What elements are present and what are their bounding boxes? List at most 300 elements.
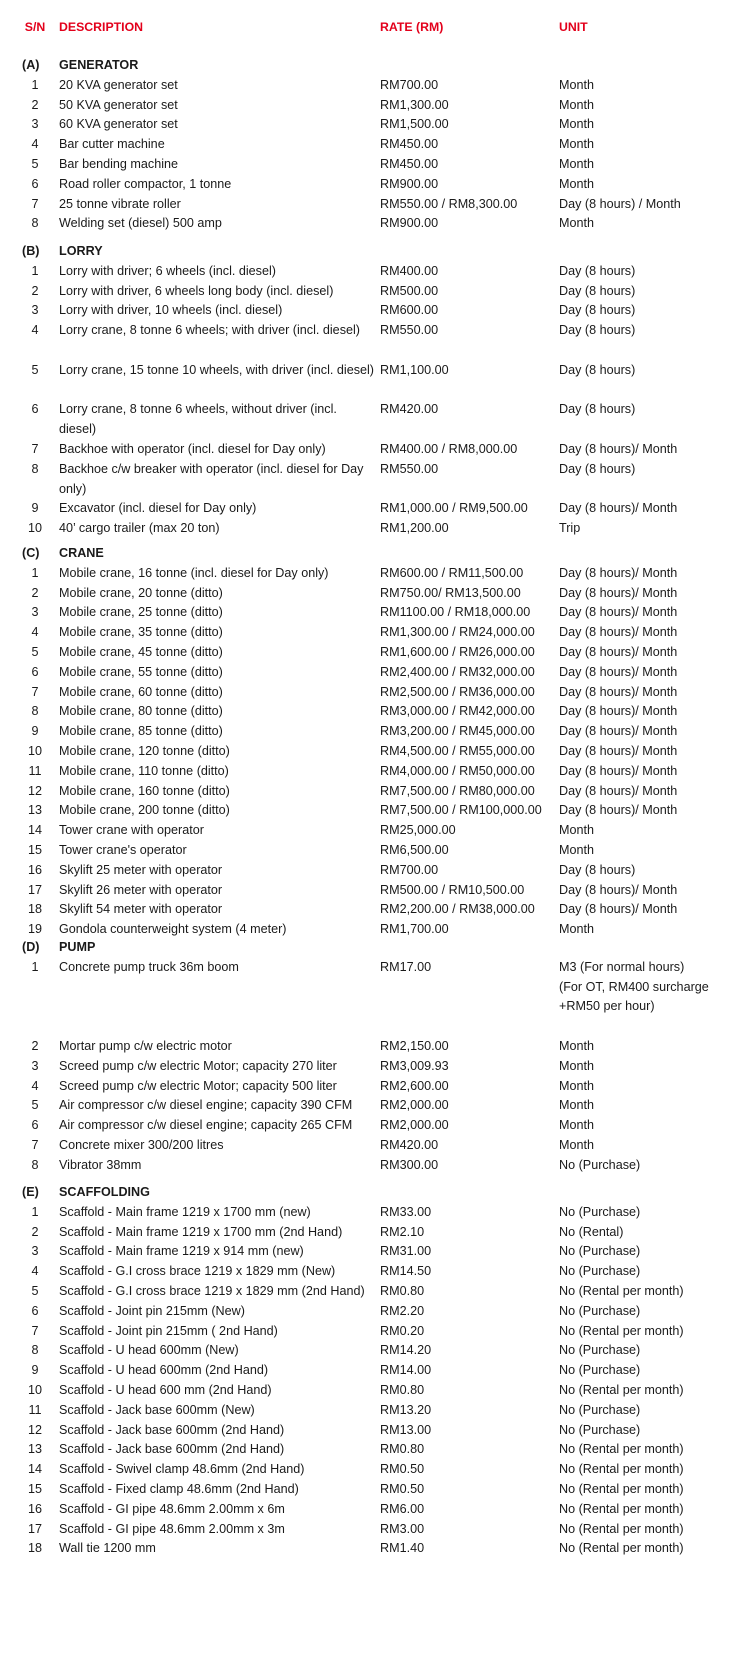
item-unit: No (Rental) <box>559 1224 624 1239</box>
item-unit: Day (8 hours) <box>559 323 636 338</box>
section-heading <box>0 544 751 564</box>
item-description: 20 KVA generator set <box>59 77 178 92</box>
table-row <box>0 702 751 722</box>
table-row <box>0 175 751 195</box>
item-number: 8 <box>31 461 39 476</box>
item-rate: RM550.00 / RM8,300.00 <box>380 196 518 211</box>
table-row <box>0 1037 751 1057</box>
item-rate: RM2.20 <box>380 1303 425 1318</box>
table-row <box>0 861 751 881</box>
header-sn: S/N <box>24 20 46 34</box>
item-rate: RM900.00 <box>380 176 439 191</box>
item-number: 10 <box>27 1383 42 1397</box>
item-number: 6 <box>31 1118 39 1133</box>
table-row <box>0 214 751 234</box>
item-unit: No (Rental per month) <box>559 1501 684 1516</box>
item-rate: RM31.00 <box>380 1244 432 1259</box>
item-unit: No (Rental per month) <box>559 1541 684 1556</box>
item-description: Scaffold - Jack base 600mm (2nd Hand) <box>59 1442 285 1457</box>
section-heading <box>0 938 751 958</box>
item-description: 60 KVA generator set <box>59 117 178 132</box>
item-rate: RM2,200.00 / RM38,000.00 <box>380 902 535 917</box>
item-unit: Day (8 hours)/ Month <box>559 744 678 758</box>
item-description: Lorry crane, 8 tonne 6 wheels, without driver (incl. diesel) <box>59 402 337 437</box>
item-number: 1 <box>31 1204 39 1219</box>
item-number: 7 <box>31 684 39 699</box>
item-number: 13 <box>27 803 42 818</box>
item-number: 18 <box>27 1541 42 1556</box>
section-heading <box>0 1183 751 1203</box>
item-unit: Month <box>559 922 595 937</box>
table-row <box>0 1116 751 1136</box>
item-number: 1 <box>31 263 39 278</box>
header-rate: RATE (RM) <box>380 20 444 34</box>
item-unit: Month <box>559 157 595 171</box>
item-rate: RM0.20 <box>380 1323 425 1338</box>
item-description: Bar bending machine <box>59 157 179 171</box>
item-unit: No (Rental per month) <box>559 1482 684 1496</box>
item-unit: Day (8 hours)/ Month <box>559 704 678 719</box>
item-description: Tower crane with operator <box>59 823 204 838</box>
table-row <box>0 920 751 940</box>
item-unit: Day (8 hours)/ Month <box>559 565 678 580</box>
item-number: 4 <box>31 1264 39 1279</box>
table-row <box>0 282 751 302</box>
item-number: 3 <box>31 117 39 132</box>
item-number: 2 <box>31 1224 39 1239</box>
item-rate: RM1,700.00 <box>380 922 449 937</box>
section-title: SCAFFOLDING <box>59 1185 150 1199</box>
item-number: 6 <box>31 402 39 417</box>
table-row <box>0 663 751 683</box>
item-unit: Day (8 hours) <box>559 283 636 298</box>
item-description: Wall tie 1200 mm <box>59 1541 156 1556</box>
table-row <box>0 1203 751 1223</box>
table-row <box>0 841 751 861</box>
item-unit: Month <box>559 137 595 152</box>
table-row <box>0 958 751 1037</box>
table-row <box>0 564 751 584</box>
item-rate: RM6.00 <box>380 1501 425 1516</box>
item-unit: Day (8 hours)/ Month <box>559 803 678 818</box>
item-description: Lorry with driver; 6 wheels (incl. diesel) <box>59 263 276 278</box>
item-description: Scaffold - Main frame 1219 x 914 mm (new) <box>59 1244 304 1259</box>
item-unit: Day (8 hours)/ Month <box>559 882 678 897</box>
item-rate: RM1,000.00 / RM9,500.00 <box>380 501 528 516</box>
item-number: 4 <box>31 1078 39 1093</box>
item-unit: No (Purchase) <box>559 1303 641 1318</box>
item-rate: RM14.20 <box>380 1343 432 1358</box>
table-row <box>0 762 751 782</box>
item-number: 4 <box>31 625 39 640</box>
item-rate: RM4,000.00 / RM50,000.00 <box>380 763 535 778</box>
item-unit: No (Purchase) <box>559 1402 641 1417</box>
item-unit: M3 (For normal hours) (For OT, RM400 surcharge +RM50 per hour) <box>559 959 709 1014</box>
item-rate: RM25,000.00 <box>380 823 456 838</box>
item-description: Backhoe c/w breaker with operator (incl. diesel for Day only) <box>59 461 364 496</box>
item-description: Lorry crane, 8 tonne 6 wheels; with driver (incl. diesel) <box>59 323 360 338</box>
item-number: 19 <box>27 922 42 937</box>
item-unit: No (Purchase) <box>559 1422 641 1437</box>
item-description: Scaffold - Main frame 1219 x 1700 mm (new) <box>59 1204 311 1219</box>
item-number: 4 <box>31 323 39 338</box>
item-number: 14 <box>27 823 42 838</box>
item-rate: RM2,150.00 <box>380 1039 449 1053</box>
item-unit: No (Purchase) <box>559 1343 641 1358</box>
item-rate: RM3,009.93 <box>380 1058 449 1073</box>
item-number: 5 <box>31 645 39 659</box>
item-description: Air compressor c/w diesel engine; capacity 390 CFM <box>59 1098 353 1113</box>
item-description: Scaffold - G.I cross brace 1219 x 1829 mm (2nd Hand) <box>59 1284 365 1298</box>
item-number: 6 <box>31 664 39 679</box>
item-rate: RM2.10 <box>380 1224 425 1239</box>
item-description: Scaffold - U head 600mm (New) <box>59 1343 239 1358</box>
item-number: 10 <box>27 744 42 758</box>
item-unit: No (Purchase) <box>559 1264 641 1279</box>
item-unit: Month <box>559 117 595 132</box>
table-row <box>0 900 751 920</box>
item-description: Concrete pump truck 36m boom <box>59 959 239 974</box>
item-rate: RM2,600.00 <box>380 1078 449 1093</box>
item-unit: Month <box>559 77 595 92</box>
section-code: (B) <box>22 244 40 258</box>
item-unit: Day (8 hours) / Month <box>559 196 681 211</box>
table-row <box>0 321 751 361</box>
item-rate: RM550.00 <box>380 461 439 476</box>
item-rate: RM700.00 <box>380 862 439 877</box>
table-row <box>0 361 751 401</box>
item-unit: Day (8 hours) <box>559 461 636 476</box>
table-row <box>0 1262 751 1282</box>
item-unit: No (Rental per month) <box>559 1284 684 1298</box>
table-row <box>0 1381 751 1401</box>
item-rate: RM14.50 <box>380 1264 432 1279</box>
item-number: 9 <box>31 1363 39 1378</box>
item-unit: Month <box>559 176 595 191</box>
table-row <box>0 1096 751 1116</box>
table-row <box>0 1057 751 1077</box>
item-unit: Month <box>559 1098 595 1113</box>
item-description: 40’ cargo trailer (max 20 ton) <box>59 521 220 536</box>
table-row <box>0 801 751 821</box>
item-number: 3 <box>31 605 39 620</box>
item-number: 8 <box>31 216 39 231</box>
item-description: Lorry crane, 15 tonne 10 wheels, with driver (incl. diesel) <box>59 362 374 377</box>
item-number: 12 <box>27 1422 42 1437</box>
item-number: 2 <box>31 97 39 112</box>
item-description: Screed pump c/w electric Motor; capacity 270 liter <box>59 1058 337 1073</box>
item-rate: RM450.00 <box>380 137 439 152</box>
table-row <box>0 683 751 703</box>
item-unit: No (Rental per month) <box>559 1442 684 1457</box>
item-unit: No (Rental per month) <box>559 1462 684 1477</box>
item-rate: RM2,500.00 / RM36,000.00 <box>380 684 535 699</box>
item-description: Scaffold - Jack base 600mm (2nd Hand) <box>59 1422 285 1437</box>
item-rate: RM0.50 <box>380 1462 425 1477</box>
table-row <box>0 1421 751 1441</box>
table-row <box>0 76 751 96</box>
item-description: 25 tonne vibrate roller <box>59 196 181 211</box>
item-number: 8 <box>31 704 39 719</box>
item-number: 16 <box>27 862 42 877</box>
item-description: Scaffold - Swivel clamp 48.6mm (2nd Hand) <box>59 1462 305 1477</box>
item-number: 9 <box>31 501 39 516</box>
item-rate: RM13.20 <box>380 1402 432 1417</box>
item-number: 2 <box>31 1039 39 1053</box>
header-description: DESCRIPTION <box>59 20 144 34</box>
table-row <box>0 603 751 623</box>
item-rate: RM13.00 <box>380 1422 432 1437</box>
table-row <box>0 1136 751 1156</box>
table-row <box>0 1282 751 1302</box>
item-description: Scaffold - Joint pin 215mm ( 2nd Hand) <box>59 1323 278 1338</box>
item-description: Mortar pump c/w electric motor <box>59 1039 232 1053</box>
item-description: Mobile crane, 35 tonne (ditto) <box>59 625 223 640</box>
item-description: Scaffold - Jack base 600mm (New) <box>59 1402 255 1417</box>
item-rate: RM500.00 / RM10,500.00 <box>380 882 525 897</box>
item-unit: Day (8 hours)/ Month <box>559 585 678 600</box>
item-rate: RM1.40 <box>380 1541 425 1556</box>
item-description: Mobile crane, 20 tonne (ditto) <box>59 585 223 600</box>
item-unit: No (Purchase) <box>559 1363 641 1378</box>
item-rate: RM7,500.00 / RM80,000.00 <box>380 783 535 798</box>
table-row <box>0 1440 751 1460</box>
table-row <box>0 519 751 539</box>
item-rate: RM750.00/ RM13,500.00 <box>380 585 521 600</box>
item-description: Bar cutter machine <box>59 137 165 152</box>
table-row <box>0 1322 751 1342</box>
item-unit: Month <box>559 216 595 231</box>
item-description: Vibrator 38mm <box>59 1157 142 1172</box>
item-unit: No (Purchase) <box>559 1157 641 1172</box>
item-rate: RM1,200.00 <box>380 521 449 536</box>
item-unit: Month <box>559 1118 595 1133</box>
table-row <box>0 1223 751 1243</box>
item-number: 13 <box>27 1442 42 1457</box>
item-description: Scaffold - GI pipe 48.6mm 2.00mm x 6m <box>59 1501 285 1516</box>
table-row <box>0 440 751 460</box>
table-row <box>0 1401 751 1421</box>
item-rate: RM14.00 <box>380 1363 432 1378</box>
item-description: Mobile crane, 85 tonne (ditto) <box>59 724 223 739</box>
item-number: 5 <box>31 157 39 171</box>
item-rate: RM450.00 <box>380 157 439 171</box>
item-number: 6 <box>31 176 39 191</box>
item-description: Mobile crane, 45 tonne (ditto) <box>59 645 223 659</box>
item-number: 7 <box>31 442 39 456</box>
item-description: Scaffold - GI pipe 48.6mm 2.00mm x 3m <box>59 1521 285 1536</box>
table-row <box>0 821 751 841</box>
item-description: Excavator (incl. diesel for Day only) <box>59 501 257 516</box>
table-row <box>0 1460 751 1480</box>
item-unit: Month <box>559 1058 595 1073</box>
table-row <box>0 881 751 901</box>
item-unit: Day (8 hours)/ Month <box>559 724 678 739</box>
item-rate: RM2,400.00 / RM32,000.00 <box>380 664 535 679</box>
table-row <box>0 499 751 519</box>
item-number: 18 <box>27 902 42 917</box>
item-description: Mobile crane, 16 tonne (incl. diesel for Day only) <box>59 565 329 580</box>
item-unit: Day (8 hours) <box>559 862 636 877</box>
item-description: Mobile crane, 60 tonne (ditto) <box>59 684 223 699</box>
item-number: 1 <box>31 959 39 974</box>
item-description: Mobile crane, 160 tonne (ditto) <box>59 783 230 798</box>
item-number: 5 <box>31 1284 39 1298</box>
item-unit: Day (8 hours)/ Month <box>559 783 678 798</box>
item-description: Scaffold - Main frame 1219 x 1700 mm (2nd Hand) <box>59 1224 343 1239</box>
table-row <box>0 1156 751 1176</box>
item-number: 2 <box>31 283 39 298</box>
item-description: Lorry with driver, 10 wheels (incl. diesel) <box>59 303 283 318</box>
item-description: Lorry with driver, 6 wheels long body (incl. diesel) <box>59 283 334 298</box>
section-code: (A) <box>22 58 40 72</box>
table-row <box>0 782 751 802</box>
item-description: Air compressor c/w diesel engine; capacity 265 CFM <box>59 1118 353 1133</box>
item-rate: RM4,500.00 / RM55,000.00 <box>380 744 535 758</box>
table-row <box>0 262 751 282</box>
item-unit: Month <box>559 1078 595 1093</box>
item-description: Mobile crane, 110 tonne (ditto) <box>59 763 229 778</box>
item-number: 9 <box>31 724 39 739</box>
item-unit: No (Purchase) <box>559 1244 641 1259</box>
item-description: Screed pump c/w electric Motor; capacity 500 liter <box>59 1078 337 1093</box>
item-number: 2 <box>31 585 39 600</box>
item-unit: Day (8 hours) <box>559 263 636 278</box>
item-rate: RM3,200.00 / RM45,000.00 <box>380 724 535 739</box>
item-description: Skylift 26 meter with operator <box>59 882 223 897</box>
table-row <box>0 722 751 742</box>
item-number: 10 <box>27 521 42 536</box>
item-unit: Month <box>559 1138 595 1152</box>
table-row <box>0 1077 751 1097</box>
table-row <box>0 1520 751 1540</box>
section-code: (D) <box>22 940 40 954</box>
item-rate: RM420.00 <box>380 402 439 417</box>
item-rate: RM0.80 <box>380 1284 425 1298</box>
item-unit: Day (8 hours)/ Month <box>559 902 678 917</box>
item-rate: RM6,500.00 <box>380 843 449 857</box>
item-unit: Day (8 hours)/ Month <box>559 625 678 640</box>
table-row <box>0 1302 751 1322</box>
item-unit: Month <box>559 823 595 838</box>
item-unit: Day (8 hours) <box>559 362 636 377</box>
item-description: Backhoe with operator (incl. diesel for Day only) <box>59 442 326 456</box>
table-row <box>0 115 751 135</box>
item-number: 17 <box>27 1521 42 1536</box>
item-description: Scaffold - Joint pin 215mm (New) <box>59 1303 245 1318</box>
item-unit: Day (8 hours)/ Month <box>559 645 678 659</box>
item-number: 6 <box>31 1303 39 1318</box>
item-rate: RM1,100.00 <box>380 362 449 377</box>
item-number: 16 <box>27 1501 42 1516</box>
item-unit: Day (8 hours)/ Month <box>559 605 678 620</box>
item-description: Mobile crane, 200 tonne (ditto) <box>59 803 230 818</box>
header-unit: UNIT <box>559 20 588 34</box>
item-number: 7 <box>31 1138 39 1152</box>
item-unit: Month <box>559 1039 595 1053</box>
item-description: Scaffold - Fixed clamp 48.6mm (2nd Hand) <box>59 1482 299 1496</box>
item-rate: RM600.00 <box>380 303 439 318</box>
item-rate: RM1100.00 / RM18,000.00 <box>380 605 531 620</box>
item-description: Mobile crane, 25 tonne (ditto) <box>59 605 223 620</box>
item-description: Mobile crane, 55 tonne (ditto) <box>59 664 223 679</box>
item-rate: RM700.00 <box>380 77 439 92</box>
item-unit: No (Purchase) <box>559 1204 641 1219</box>
item-rate: RM550.00 <box>380 323 439 338</box>
table-row <box>0 400 751 440</box>
table-row <box>0 584 751 604</box>
item-description: Scaffold - U head 600 mm (2nd Hand) <box>59 1383 272 1397</box>
item-rate: RM1,500.00 <box>380 117 449 132</box>
item-unit: Day (8 hours)/ Month <box>559 501 678 516</box>
item-rate: RM300.00 <box>380 1157 439 1172</box>
item-rate: RM0.80 <box>380 1383 425 1397</box>
table-row <box>0 1341 751 1361</box>
item-number: 1 <box>31 77 39 92</box>
table-header <box>0 18 751 38</box>
item-rate: RM17.00 <box>380 959 432 974</box>
item-description: 50 KVA generator set <box>59 97 178 112</box>
item-description: Skylift 54 meter with operator <box>59 902 223 917</box>
section-code: (C) <box>22 546 40 560</box>
table-row <box>0 1480 751 1500</box>
table-row <box>0 1500 751 1520</box>
item-number: 4 <box>31 137 39 152</box>
table-row <box>0 1539 751 1559</box>
item-unit: Day (8 hours) <box>559 402 636 417</box>
item-rate: RM0.80 <box>380 1442 425 1457</box>
item-description: Skylift 25 meter with operator <box>59 862 223 877</box>
section-title: LORRY <box>59 244 103 258</box>
table-row <box>0 301 751 321</box>
item-rate: RM2,000.00 <box>380 1098 449 1113</box>
item-number: 3 <box>31 1058 39 1073</box>
item-rate: RM33.00 <box>380 1204 432 1219</box>
table-row <box>0 643 751 663</box>
item-rate: RM600.00 / RM11,500.00 <box>380 565 524 580</box>
item-number: 15 <box>27 1482 42 1496</box>
item-unit: Month <box>559 97 595 112</box>
item-rate: RM3.00 <box>380 1521 425 1536</box>
table-row <box>0 135 751 155</box>
item-rate: RM3,000.00 / RM42,000.00 <box>380 704 535 719</box>
item-number: 14 <box>27 1462 42 1477</box>
item-description: Scaffold - G.I cross brace 1219 x 1829 mm (New) <box>59 1264 336 1279</box>
table-row <box>0 1361 751 1381</box>
item-unit: Month <box>559 843 595 857</box>
item-description: Mobile crane, 120 tonne (ditto) <box>59 744 230 758</box>
item-number: 8 <box>31 1157 39 1172</box>
item-unit: Day (8 hours)/ Month <box>559 664 678 679</box>
item-description: Welding set (diesel) 500 amp <box>59 216 222 231</box>
item-number: 3 <box>31 303 39 318</box>
item-rate: RM1,600.00 / RM26,000.00 <box>380 645 535 659</box>
section-heading <box>0 56 751 76</box>
item-rate: RM400.00 <box>380 263 439 278</box>
item-unit: No (Rental per month) <box>559 1521 684 1536</box>
item-number: 3 <box>31 1244 39 1259</box>
item-description: Gondola counterweight system (4 meter) <box>59 922 287 937</box>
section-title: PUMP <box>59 940 96 954</box>
table-row <box>0 623 751 643</box>
item-number: 8 <box>31 1343 39 1358</box>
item-number: 17 <box>27 882 42 897</box>
item-unit: Day (8 hours)/ Month <box>559 442 678 456</box>
section-code: (E) <box>22 1185 39 1199</box>
item-unit: Day (8 hours)/ Month <box>559 684 678 699</box>
table-row <box>0 96 751 116</box>
item-rate: RM500.00 <box>380 283 439 298</box>
